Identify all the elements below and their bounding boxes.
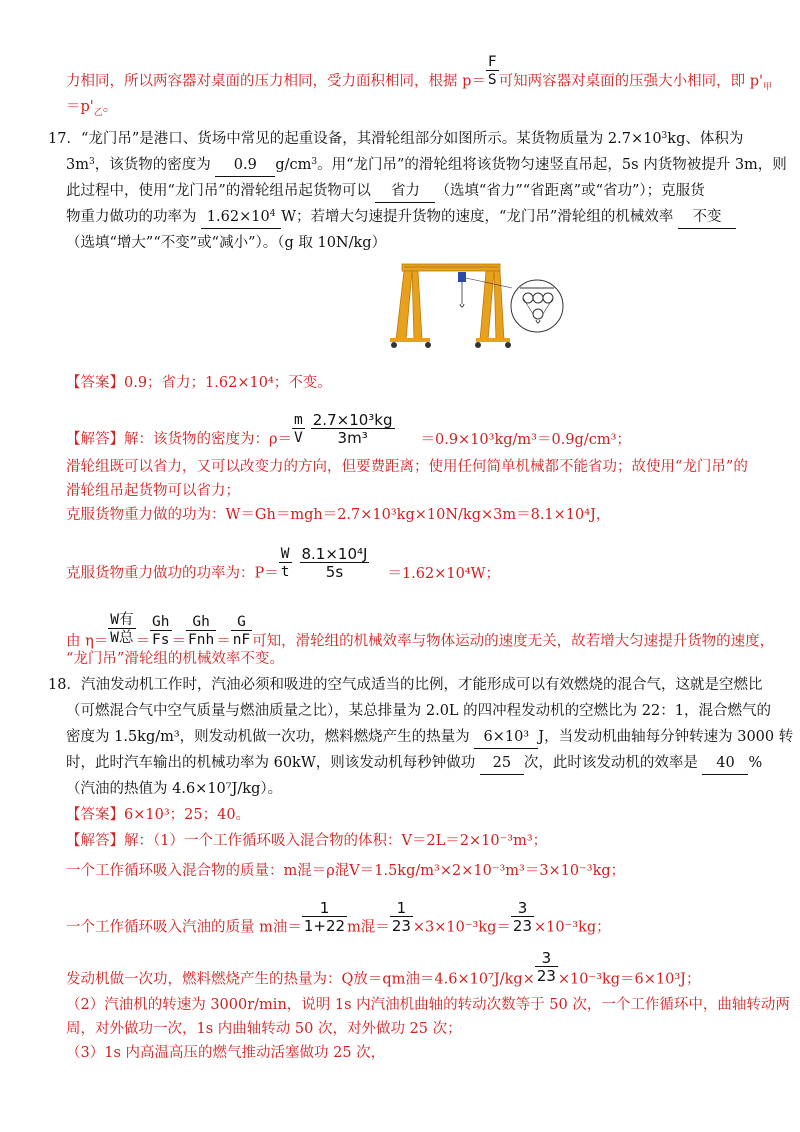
q18-answer-blank-3: 40 — [702, 752, 748, 775]
q17-line-4: 物重力做功的功率为 $1.62\times 10^4$ W；若增大匀速提升货物的速度，“龙门吊”滑轮组的机械效率 不变 — [66, 206, 736, 229]
q18-solution-1: 【解答】解：（1）一个工作循环吸入混合物的体积：V＝2L＝2×10⁻³m³； — [66, 833, 548, 849]
fraction-1-over-23: $\frac{1}{1+22}$ — [303, 899, 346, 935]
q18-line-1: 18．汽油发动机工作时，汽油必须和吸进的空气成适当的比例，才能形成可以有效燃烧的混合气，这就是空燃比 — [48, 677, 763, 693]
q18-answer-blank-2: 25 — [480, 752, 524, 775]
top-line-2: $=p'_乙$。 — [66, 99, 118, 118]
q17-answer-blank-3: $1.62\times 10^4$ — [201, 206, 281, 229]
q18-solution-7: （3）1s 内高温高压的燃气推动活塞做功 25 次， — [66, 1045, 386, 1061]
top-line-1: 力相同，所以两容器对桌面的压力相同，受力面积相同，根据 p＝ $\frac{F}{S}$ 可知两容器对桌面的压强大小相同，即 $p'_甲$ — [66, 54, 773, 93]
fraction-F-over-S: $\frac{F}{S}$ — [487, 54, 497, 88]
q18-line-3: 密度为 1.5kg/m³，则发动机做一次功，燃料燃烧产生的热量为 6×10³ J，当发动机曲轴每分钟转速为 3000 转 — [66, 726, 793, 749]
q17-solution-2: 滑轮组既可以省力，又可以改变力的方向，但要费距离；使用任何简单机械都不能省功；故使用“龙门吊”的 — [66, 459, 748, 475]
q18-solution-5: （2）汽油机的转速为 3000r/min，说明 1s 内汽油机曲轴的转动次数等于 50 次，一个工作循环中，曲轴转动两 — [66, 997, 790, 1013]
q18-solution-3: 一个工作循环吸入汽油的质量 m油＝ $\frac{1}{1+22}$ m混＝ $\frac{1}{23}$ ×3×10⁻³kg＝ $\frac{3}{23}$ ×10⁻³kg； — [66, 899, 611, 936]
gantry-crane-figure — [382, 258, 564, 350]
q17-solution-3: 滑轮组吊起货物可以省力； — [66, 483, 240, 499]
fraction-G-nF: $\frac{G}{nF}$ — [232, 614, 251, 648]
q17-line-5: （选填“增大”“不变”或“减小”）。（g 取 10N/kg） — [66, 235, 387, 251]
q17-line-3: 此过程中，使用“龙门吊”的滑轮组吊起货物可以 省力 （选填“省力”“省距离”或“省功”）；克服货 — [66, 180, 705, 203]
q18-solution-6: 周，对外做功一次，1s 内曲轴转动 50 次，对外做功 25 次； — [66, 1021, 462, 1037]
q18-line-5: （汽油的热值为 4.6×10⁷J/kg）。 — [66, 781, 283, 797]
q17-answer: 【答案】0.9；省力；1.62×10⁴；不变。 — [66, 375, 332, 391]
q17-solution-4: 克服货物重力做的功为：W＝Gh＝mgh＝2.7×10³kg×10N/kg×3m＝8.1×10⁴J， — [66, 507, 611, 523]
q18-solution-4: 发动机做一次功，燃料燃烧产生的热量为：Q放＝qm油＝4.6×10⁷J/kg× $\frac{3}{23}$ ×10⁻³kg＝6×10³J； — [66, 949, 701, 988]
q17-line-1: 17．“龙门吊”是港口、货场中常见的起重设备，其滑轮组部分如图所示。某货物质量为 $2.7\times 10^3kg$、体积为 — [48, 131, 744, 147]
q17-solution-1: 【解答】解：该货物的密度为：ρ＝ $\frac{m}{V}$ $\frac{\text{2.7×10³kg}}{\text{3m³}}$ ＝0.9×10³kg/m³＝0.9g/cm³； — [66, 411, 631, 448]
q17-answer-blank-2: 省力 — [375, 180, 435, 203]
fraction-3-over-23: $\frac{3}{23}$ — [512, 899, 533, 935]
fraction-W-over-t: $\frac{W}{t}$ — [280, 546, 290, 580]
fraction-Gh-Fnh: $\frac{Gh}{\text{Fnh}}$ — [188, 614, 215, 648]
fraction-efficiency: $\frac{\text{W有}}{\text{W总}}$ — [110, 612, 134, 646]
q18-answer: 【答案】6×10³；25；40。 — [66, 807, 251, 823]
fraction-density-value: $\frac{\text{2.7×10³kg}}{\text{3m³}}$ — [312, 411, 393, 447]
fraction-Gh-Fs: $\frac{Gh}{Fs}$ — [152, 614, 170, 648]
q18-solution-2: 一个工作循环吸入混合物的质量：m混＝ρ混V＝1.5kg/m³×2×10⁻³m³＝3×10⁻³kg； — [66, 863, 626, 879]
q17-solution-5: 克服货物重力做功的功率为：P＝ $\frac{W}{t}$ $\frac{\text{8.1×10⁴J}}{5s}$ ＝1.62×10⁴W； — [66, 545, 501, 582]
q17-line-2: $3m^3$，该货物的密度为 0.9 $g/cm^3$。用“龙门吊”的滑轮组将该货物匀速竖直吊起，5s 内货物被提升 3m，则 — [66, 154, 787, 177]
q18-line-4: 时，此时汽车输出的机械功率为 60kW，则该发动机每秒钟做功 25 次，此时该发动机的效率是 40 % — [66, 752, 762, 775]
q17-solution-7: “龙门吊”滑轮组的机械效率不变。 — [66, 651, 284, 667]
q18-answer-blank-1: 6×10³ — [474, 726, 538, 749]
q17-solution-6: 由 η＝ $\frac{\text{W有}}{\text{W总}}$ ＝ $\frac{Gh}{Fs}$ ＝ $\frac{Gh}{\text{Fnh}}$ ＝ $\frac{G}{nF}$ 可知，滑轮组的机械效率与物体运动的速度无关，故若增大匀速提升货物的速度， — [66, 612, 775, 650]
fraction-3-over-23c: $\frac{3}{23}$ — [536, 949, 556, 985]
q17-answer-blank-4: 不变 — [678, 206, 736, 229]
q17-answer-blank-1: 0.9 — [215, 154, 275, 177]
fraction-m-over-V: $\frac{m}{V}$ — [294, 412, 303, 446]
fraction-1-over-23b: $\frac{1}{23}$ — [391, 899, 411, 935]
q18-line-2: （可燃混合气中空气质量与燃油质量之比），某总排量为 2.0L 的四冲程发动机的空燃比为 22：1，混合燃气的 — [66, 703, 771, 719]
fraction-power-value: $\frac{\text{8.1×10⁴J}}{5s}$ — [301, 545, 368, 581]
